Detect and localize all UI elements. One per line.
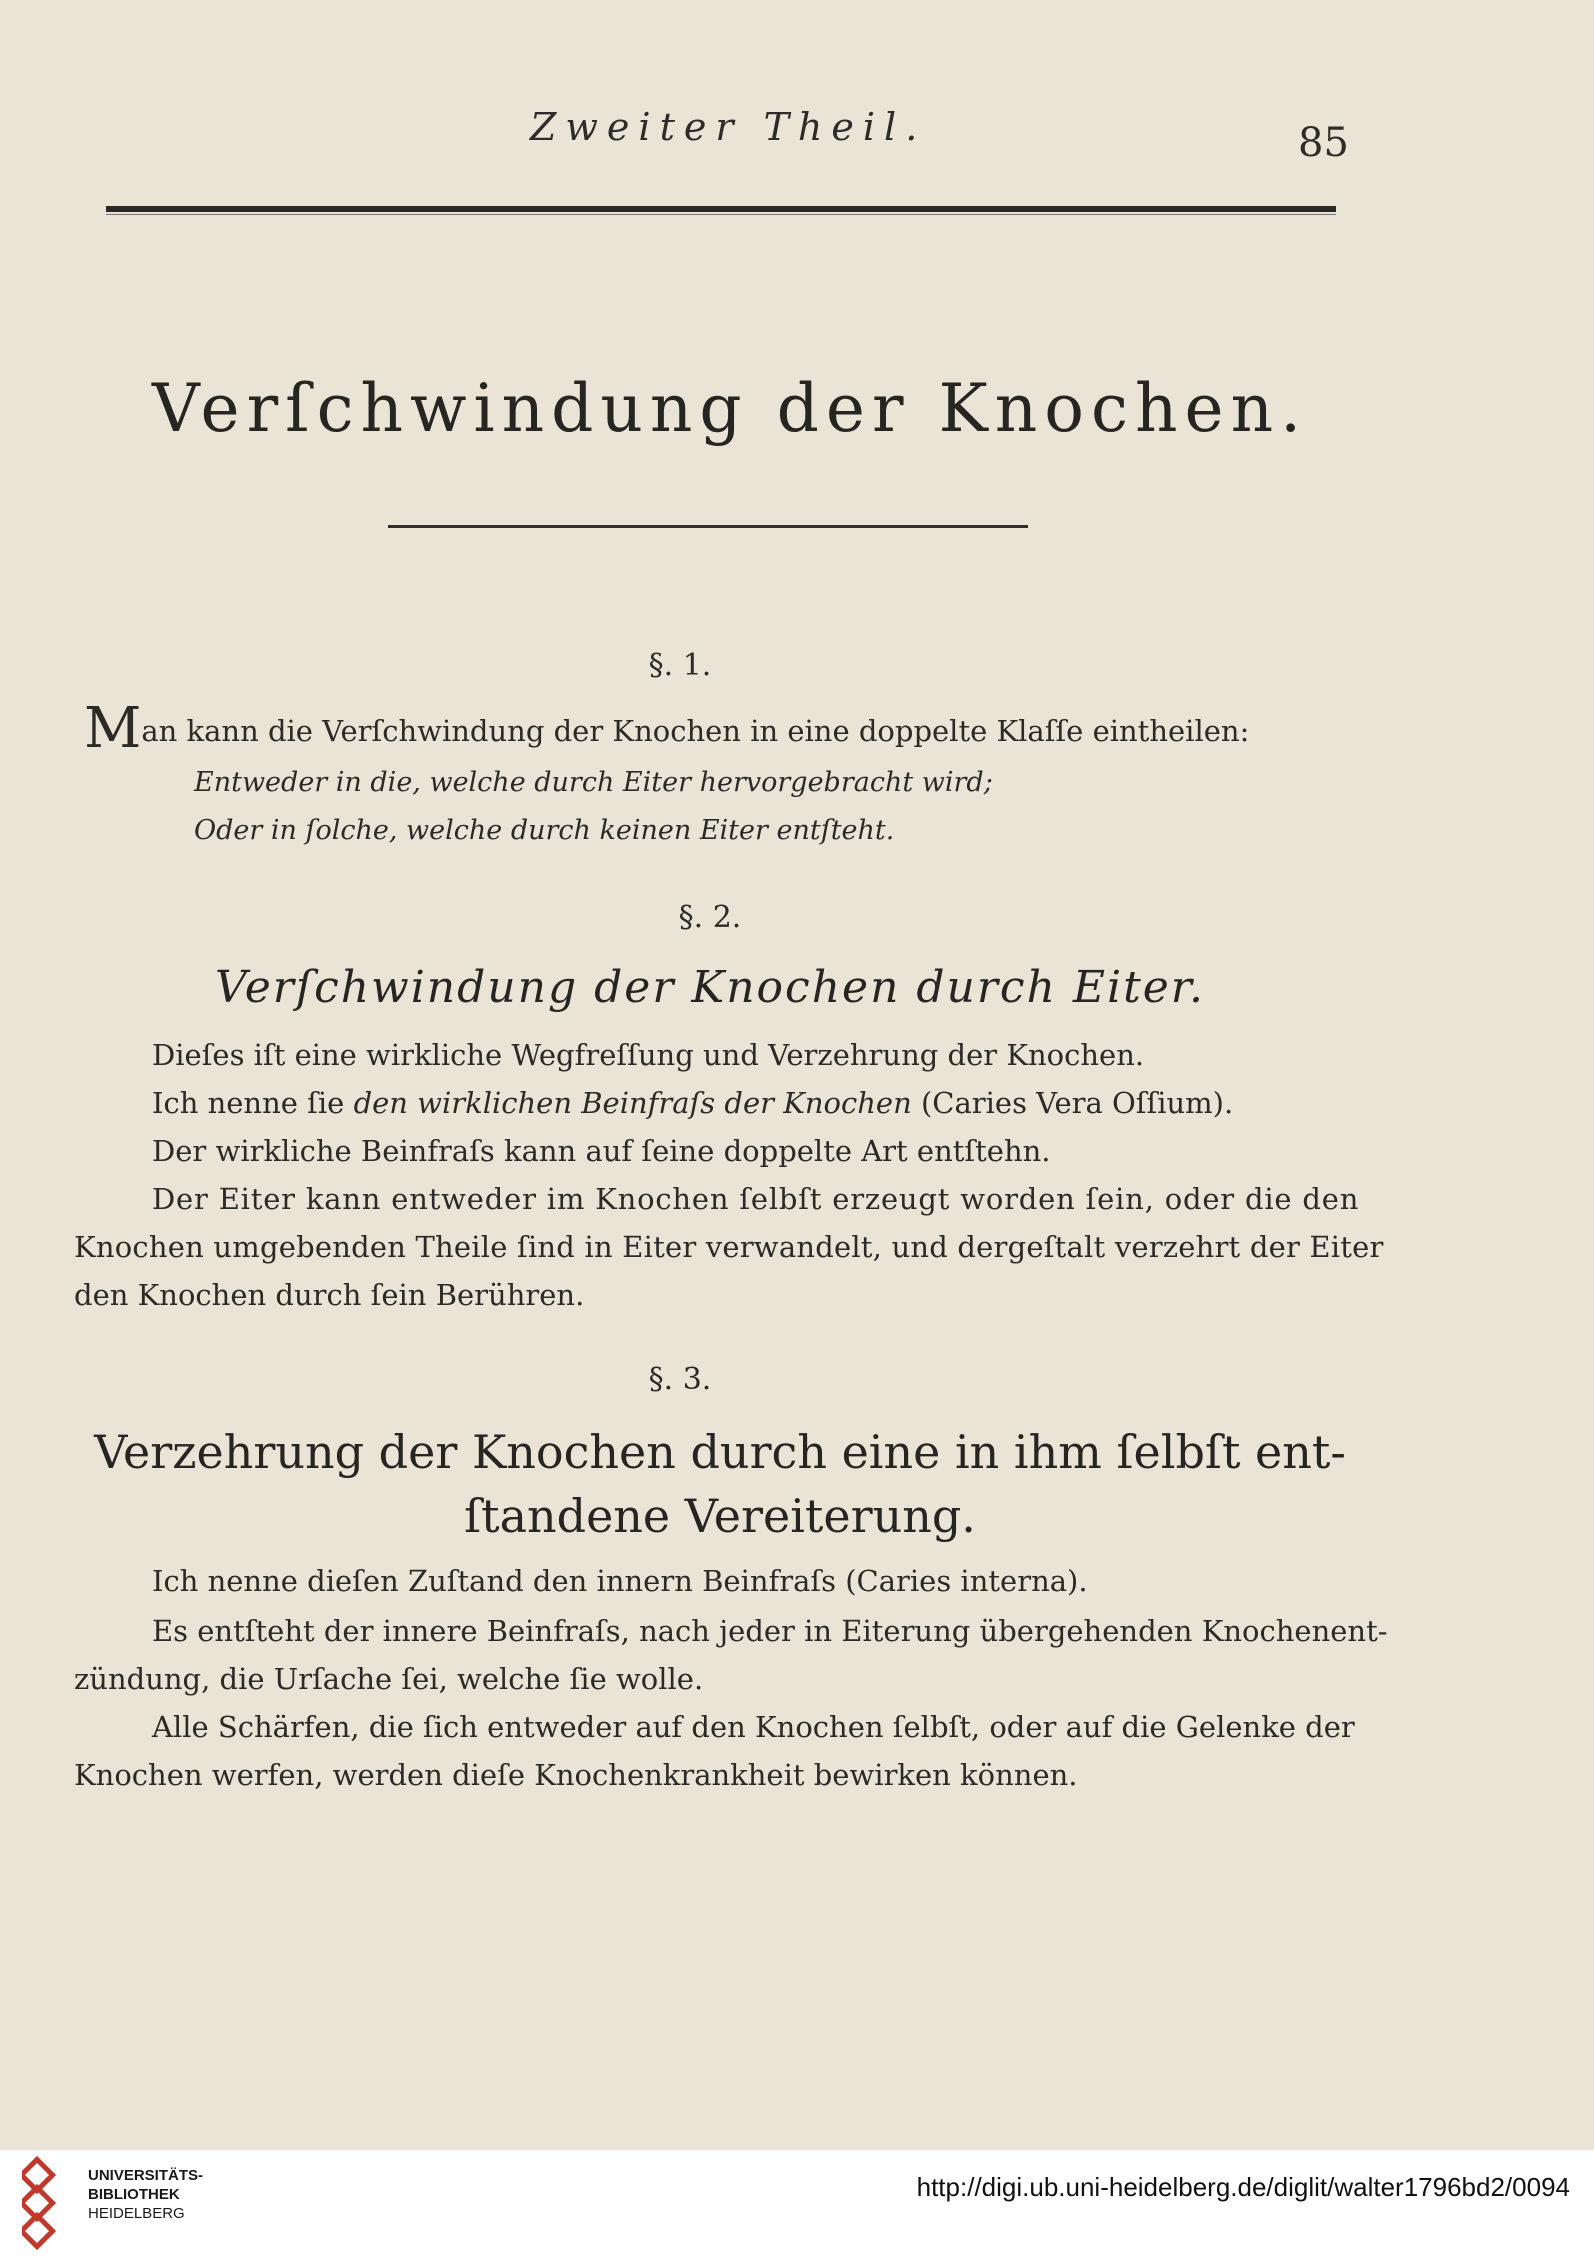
section3-title [70, 1420, 1370, 1548]
drop-initial: M [84, 696, 142, 761]
permalink-url[interactable]: http://digi.ub.uni-heidelberg.de/diglit/walter1796bd2/0094 [916, 2172, 1570, 2202]
section3-para2-line-2: Knochen werfen, werden dieſe Knochenkrankheit bewirken können. [74, 1758, 1078, 1792]
section-mark-2: §. 2. [678, 900, 742, 935]
section2-line-2-italic: den wirklichen Beinfraſs der Knochen [353, 1086, 912, 1120]
section2-line-2-end: (Caries Vera Oſſium). [911, 1086, 1234, 1120]
section2-line-3: Der wirkliche Beinfraſs kann auf ſeine doppelte Art entſtehn. [152, 1134, 1051, 1168]
section1-first-line-text: an kann die Verſchwindung der Knochen in eine doppelte Klaſſe eintheilen: [141, 714, 1250, 748]
section1-first-line [84, 696, 1250, 761]
section2-line-2-start: Ich nenne ſie [152, 1086, 354, 1120]
section2-line-2 [152, 1080, 1233, 1126]
chapter-title: Verſchwindung der Knochen. [151, 370, 1309, 447]
page-number: 85 [1298, 120, 1349, 166]
section3-title-line-1: Verzehrung der Knochen durch eine in ihm ſelbſt ent- [94, 1425, 1346, 1479]
section3-para1-line-1: Es entſteht der innere Beinfraſs, nach jeder in Eiterung übergehenden Knochenent- [152, 1614, 1388, 1648]
section3-para1-line-2: zündung, die Urſache ſei, welche ſie wolle. [74, 1662, 704, 1696]
section3-title-line-2: ſtandene Vereiterung. [464, 1489, 976, 1543]
section3-para2-line-1: Alle Schärfen, die ſich entweder auf den Knochen ſelbſt, oder auf die Gelenke der [152, 1710, 1355, 1744]
section2-para-line-1: Der Eiter kann entweder im Knochen ſelbſt erzeugt worden ſein, oder die den [152, 1182, 1360, 1216]
section-mark-3: §. 3. [648, 1362, 712, 1397]
section2-line-1: Dieſes iſt eine wirkliche Wegfreſſung und Verzehrung der Knochen. [152, 1038, 1145, 1072]
footer-bar [0, 2150, 1594, 2268]
logo-line-1: UNIVERSITÄTS- [88, 2167, 204, 2184]
section-mark-1: §. 1. [648, 648, 712, 683]
library-logo-text [88, 2166, 203, 2223]
library-logo-icon [22, 2150, 62, 2254]
header-rule-thin [106, 214, 1336, 215]
section1-item-2: Oder in ſolche, welche durch keinen Eiter entſteht. [194, 815, 895, 846]
section1-item-1: Entweder in die, welche durch Eiter hervorgebracht wird; [194, 767, 993, 798]
running-head: Zweiter Theil. [530, 105, 927, 149]
header-rule [106, 206, 1336, 212]
logo-line-2: BIBLIOTHEK [88, 2186, 180, 2203]
logo-line-3: HEIDELBERG [88, 2205, 185, 2222]
title-rule [388, 525, 1028, 528]
section3-line-1: Ich nenne dieſen Zuſtand den innern Beinfraſs (Caries interna). [152, 1564, 1088, 1598]
section2-para-line-2: Knochen umgebenden Theile ſind in Eiter verwandelt, und dergeſtalt verzehrt der Eiter [74, 1230, 1384, 1264]
section2-title: Verſchwindung der Knochen durch Eiter. [214, 962, 1205, 1013]
section2-para-line-3: den Knochen durch ſein Berühren. [74, 1278, 585, 1312]
